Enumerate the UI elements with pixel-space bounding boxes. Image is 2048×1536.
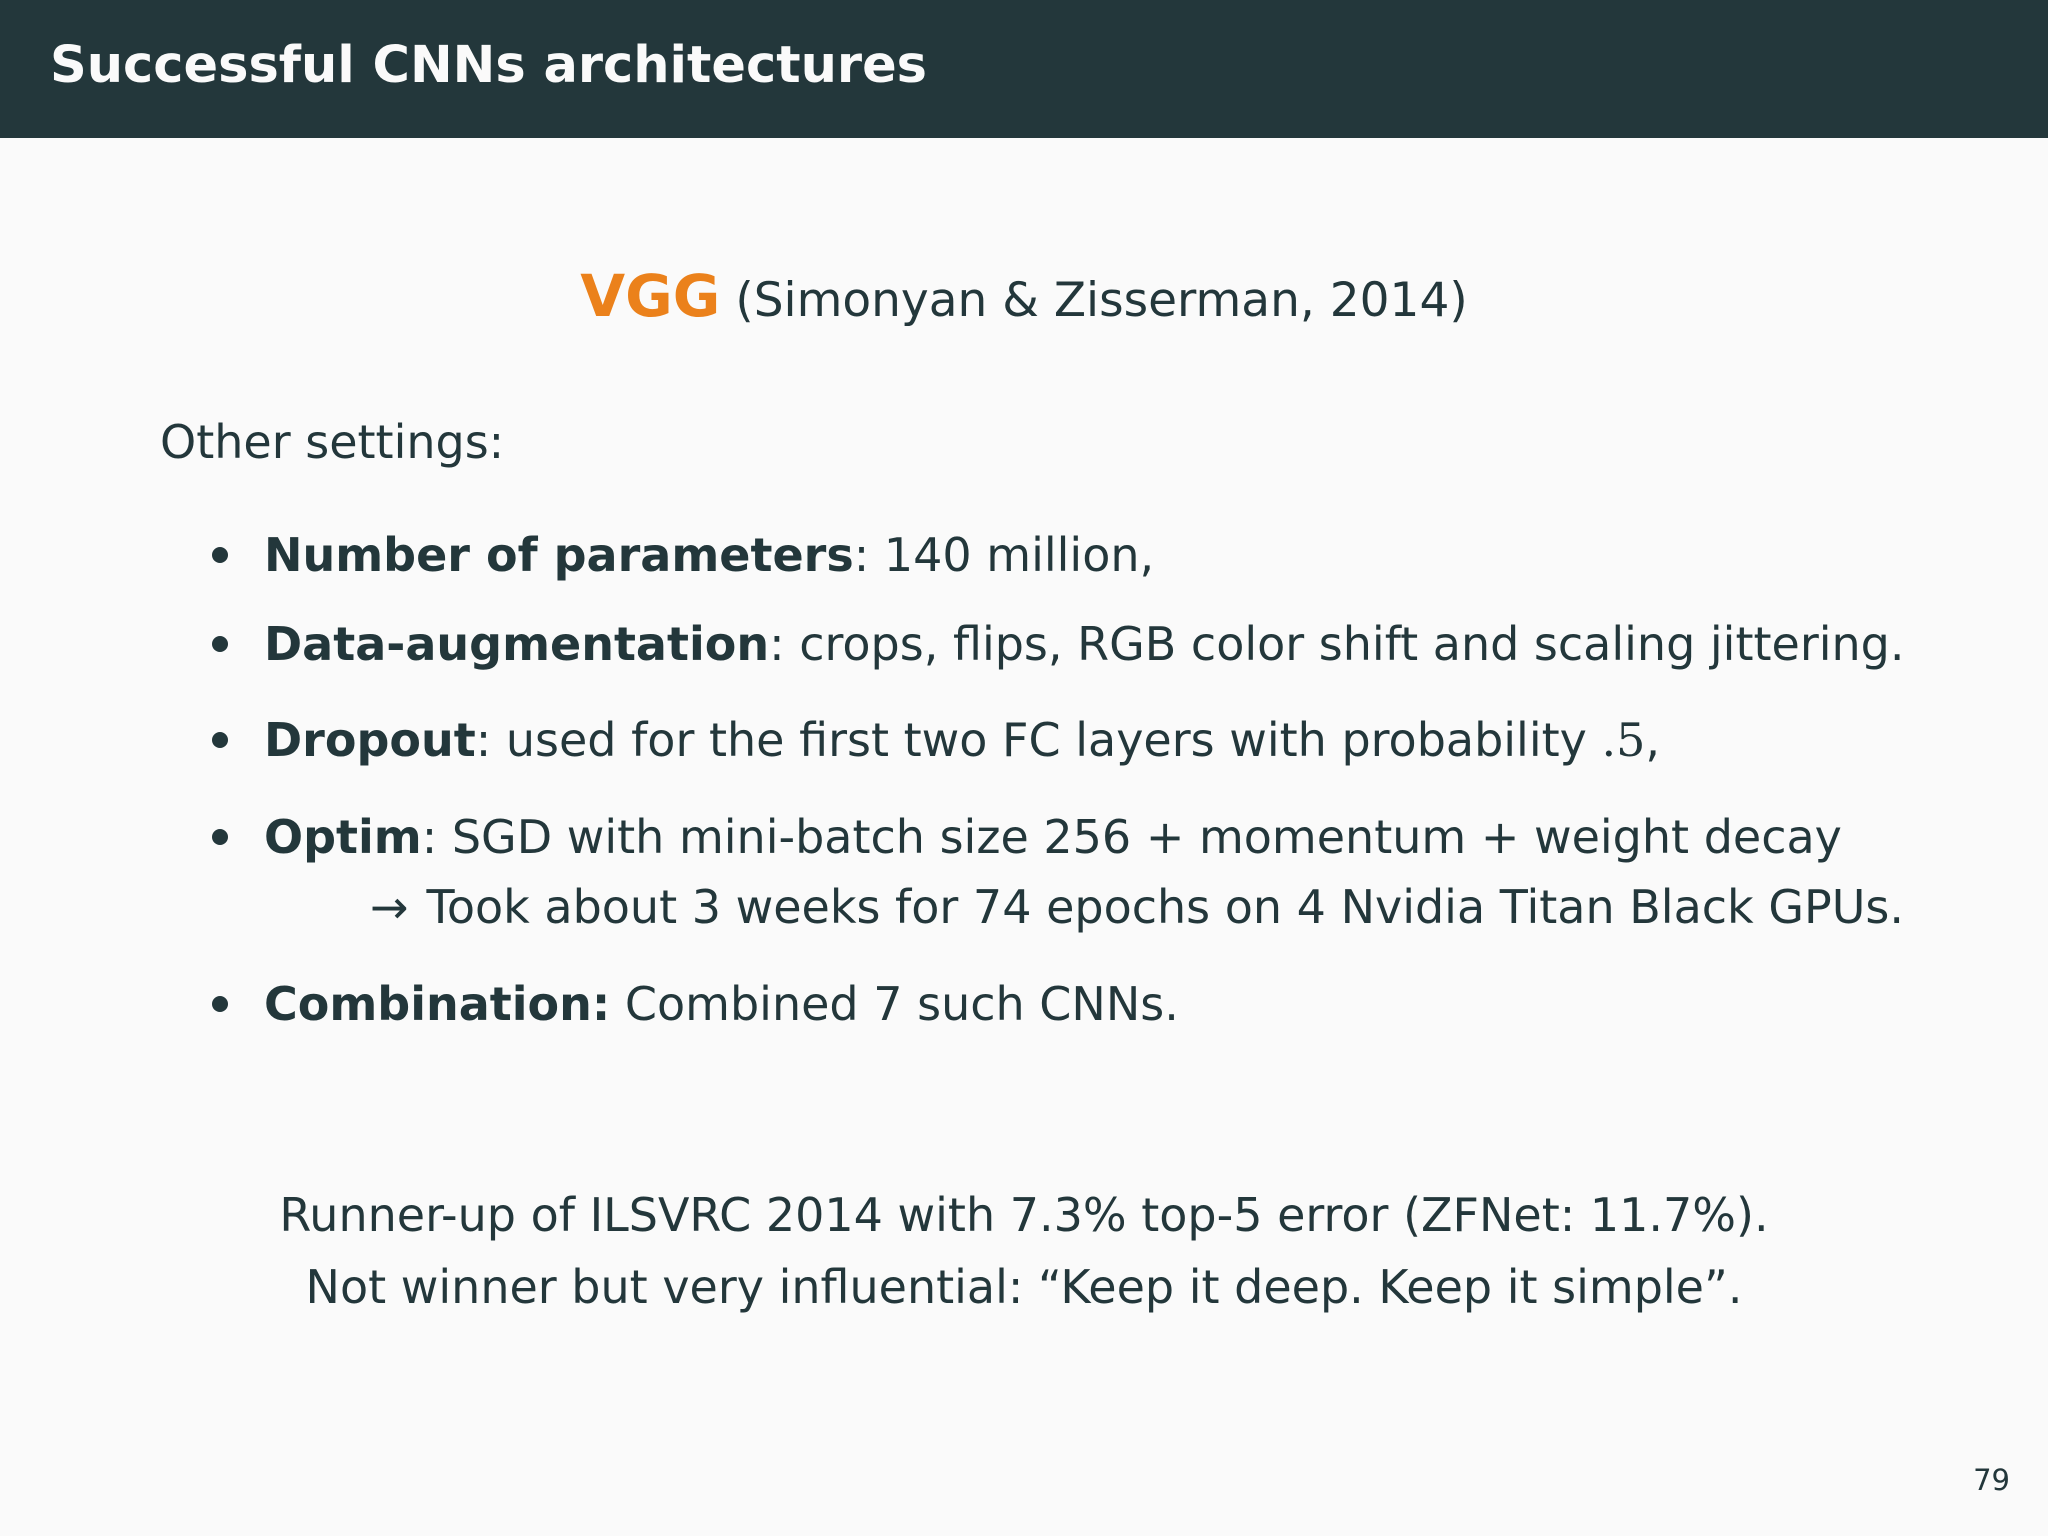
citation: (Simonyan & Zisserman, 2014) [735,273,1468,328]
header-bar [0,0,2048,138]
intro-text: Other settings: [160,415,505,469]
bullet-item [212,810,1842,864]
optim-subline-text: Took about 3 weeks for 74 epochs on 4 Nvidia Titan Black GPUs. [426,880,1904,934]
bullet-text: crops, flips, RGB color shift and scaling jittering. [799,617,1905,671]
bullet-text: SGD with mini-batch size 256 + momentum + weight decay [451,810,1842,864]
bullet-text: 140 million, [883,528,1155,582]
slide-subtitle [0,262,2048,330]
bullet-separator: : [769,617,800,671]
bullet-item [212,977,1179,1031]
bullet-title: Combination: [264,977,611,1031]
bullet-separator [610,977,625,1031]
optim-subline [370,880,1904,934]
bullet-text: Combined 7 such CNNs. [624,977,1179,1031]
dropout-probability: .5 [1601,713,1646,767]
bullet-title: Data-augmentation [264,617,770,671]
bullet-separator: : [853,528,884,582]
bullet-dot-icon [212,636,228,652]
page-number: 79 [1973,1463,2010,1497]
footer-line-1: Runner-up of ILSVRC 2014 with 7.3% top-5 error (ZFNet: 11.7%). [279,1188,1769,1242]
model-name: VGG [580,262,721,330]
bullet-title: Dropout [264,713,476,767]
bullet-dot-icon [212,996,228,1012]
bullet-item [212,713,1660,767]
bullet-item [212,617,1905,671]
right-arrow-icon: → [370,880,409,934]
bullet-title: Number of parameters [264,528,854,582]
bullet-dot-icon [212,547,228,563]
bullet-text: used for the first two FC layers with probability [505,713,1602,767]
bullet-tail: , [1645,713,1661,767]
bullet-item [212,528,1154,582]
bullet-dot-icon [212,732,228,748]
slide-title: Successful CNNs architectures [50,36,928,95]
bullet-dot-icon [212,829,228,845]
bullet-separator: : [421,810,452,864]
bullet-separator: : [475,713,506,767]
footer-line-2: Not winner but very influential: “Keep it deep. Keep it simple”. [305,1260,1743,1314]
bullet-title: Optim [264,810,422,864]
